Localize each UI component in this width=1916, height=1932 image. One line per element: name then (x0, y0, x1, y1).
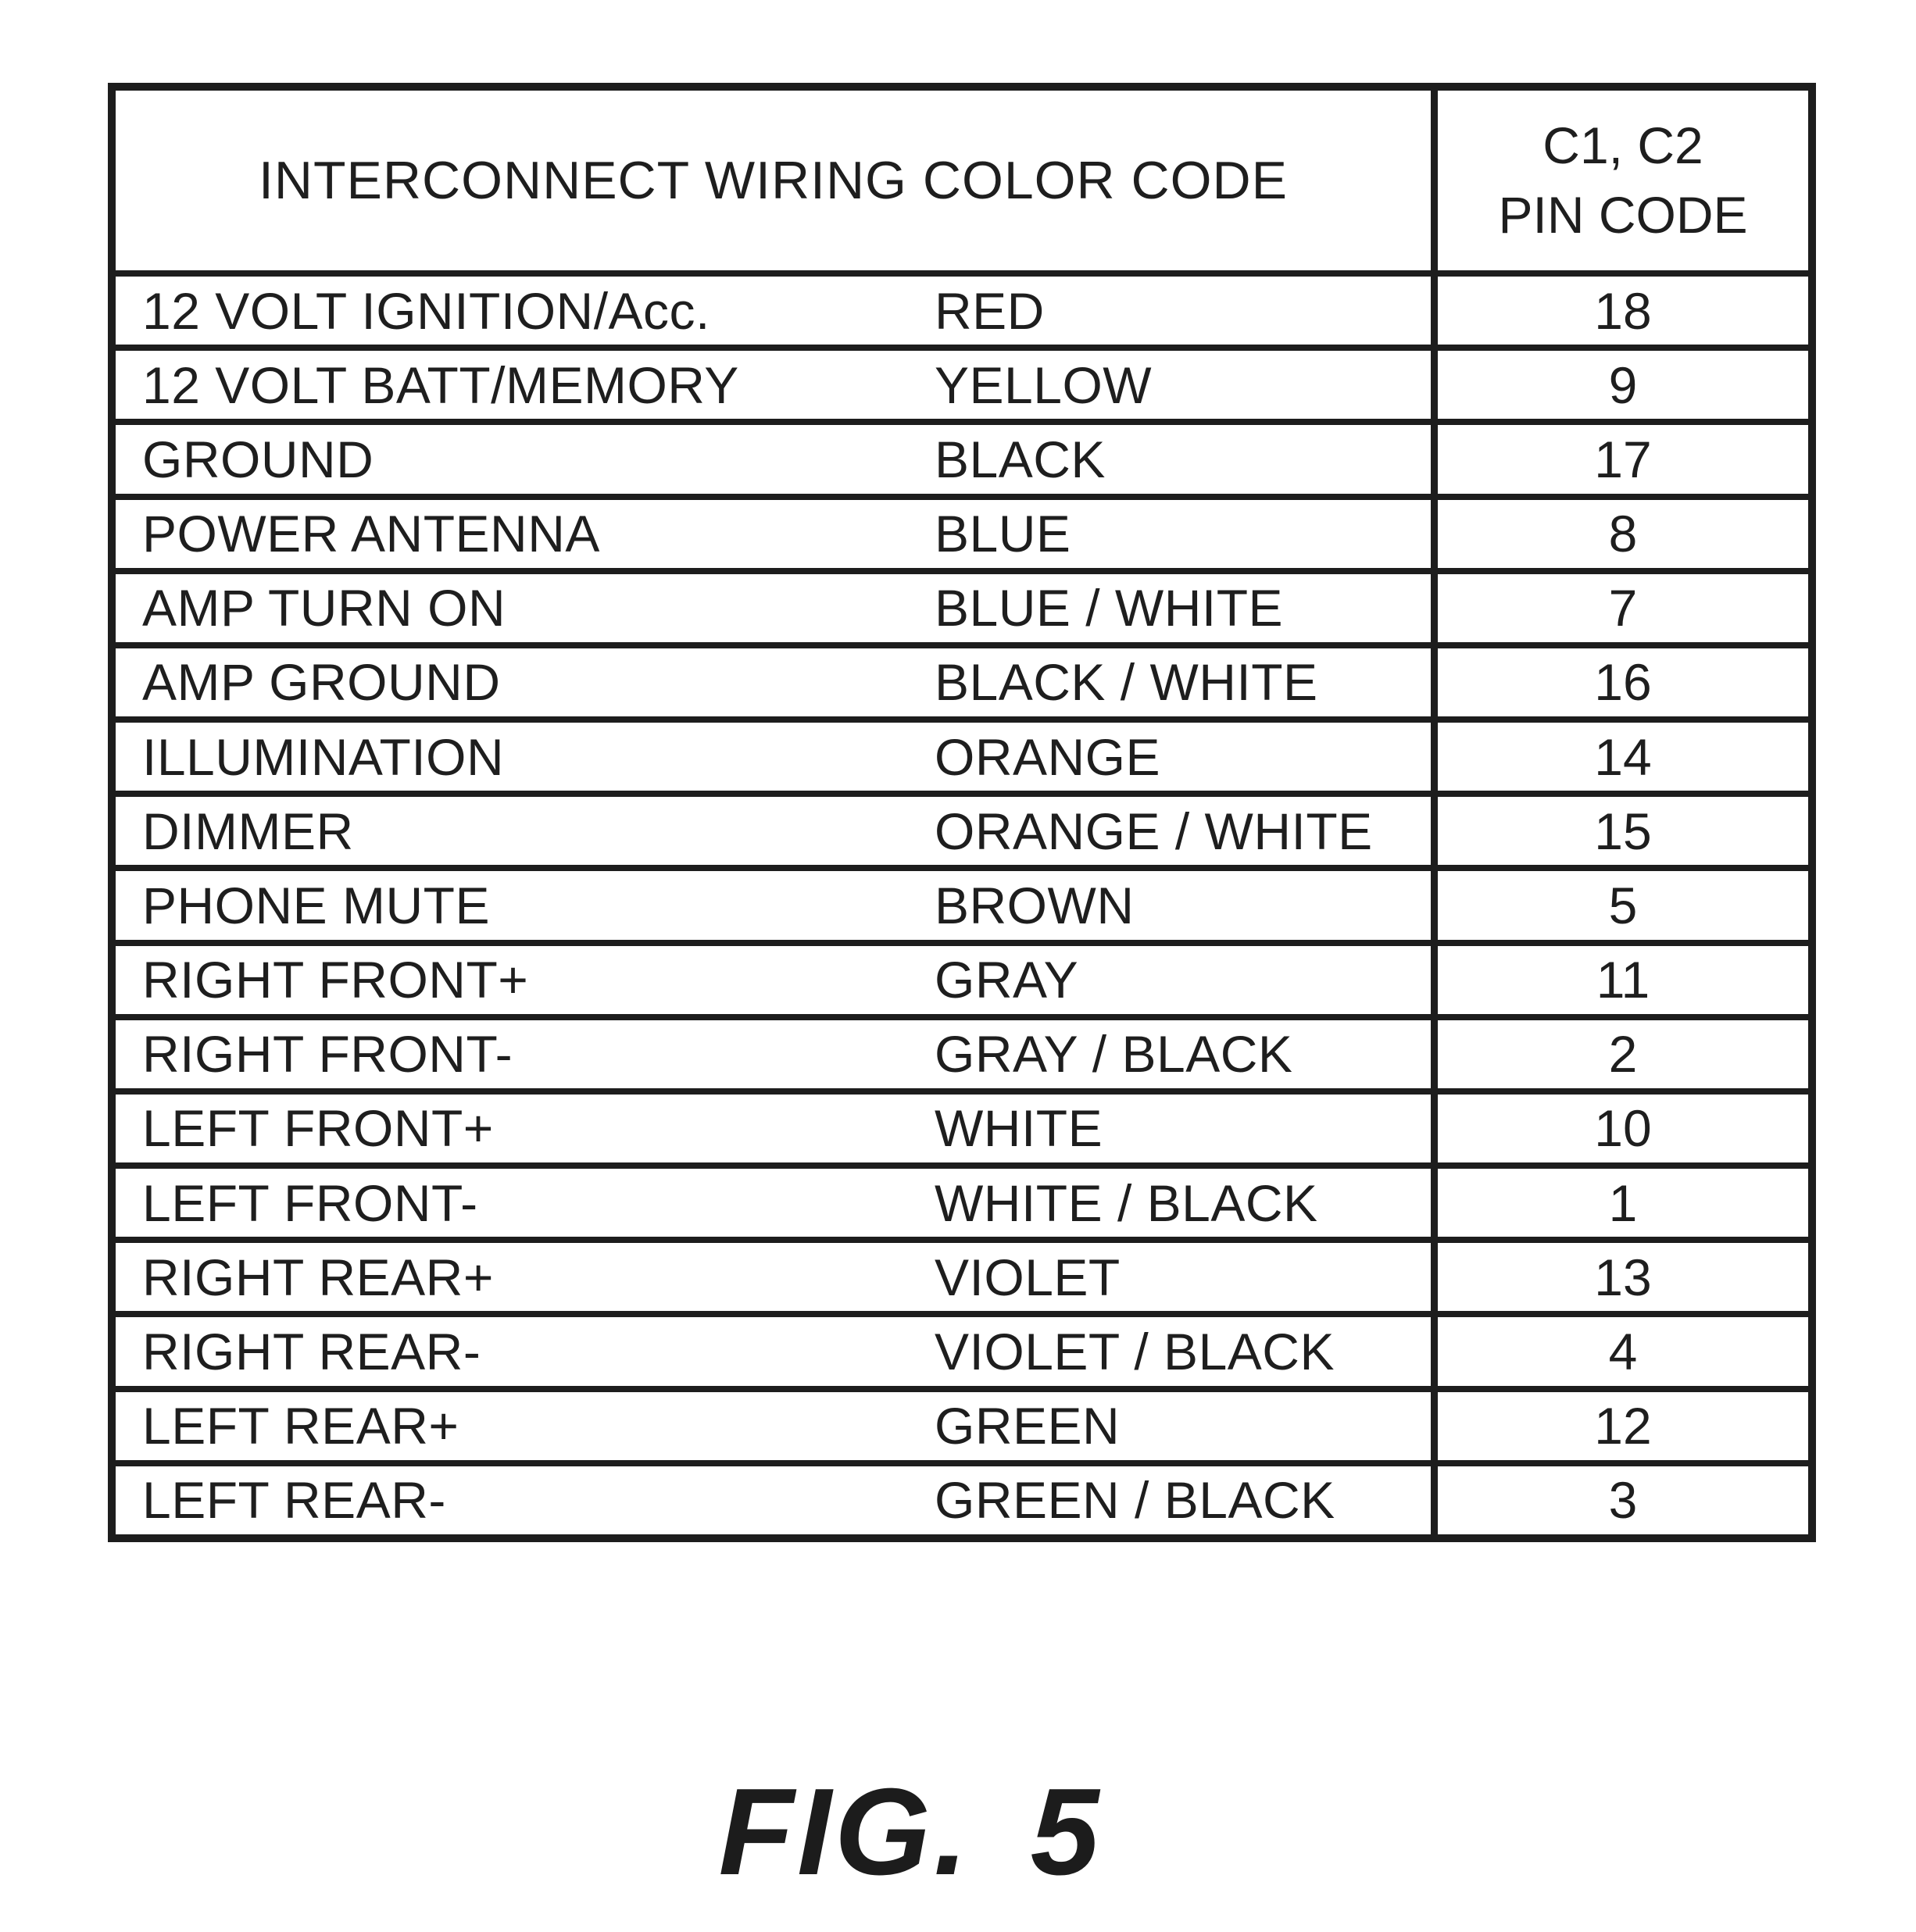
pin-number: 15 (1594, 802, 1652, 860)
pin-number: 18 (1594, 281, 1652, 340)
signal-color-cell (116, 946, 1438, 1014)
pin-number: 13 (1594, 1248, 1652, 1306)
pin-code-header-line1: C1, C2 (1542, 116, 1703, 174)
table-row (116, 494, 1808, 568)
table-row (116, 568, 1808, 642)
table-row (116, 1460, 1808, 1534)
wiring-color-code-table (108, 83, 1816, 1542)
signal-label: AMP TURN ON (142, 579, 506, 637)
signal-color-cell (116, 723, 1438, 791)
wire-color: VIOLET (935, 1248, 1121, 1306)
signal-label: ILLUMINATION (142, 727, 505, 786)
wire-color: BLACK (935, 430, 1106, 488)
signal-color-cell (116, 425, 1438, 493)
table-row (116, 1311, 1808, 1385)
signal-label: 12 VOLT BATT/MEMORY (142, 355, 739, 414)
pin-number: 10 (1594, 1099, 1652, 1158)
signal-label: RIGHT FRONT- (142, 1025, 513, 1084)
signal-color-cell (116, 871, 1438, 939)
table-row (116, 716, 1808, 791)
signal-color-cell (116, 574, 1438, 642)
wire-color: BLUE / WHITE (935, 579, 1284, 637)
wire-color: ORANGE / WHITE (935, 802, 1373, 860)
table-row (116, 270, 1808, 345)
signal-color-cell (116, 1169, 1438, 1237)
signal-label: DIMMER (142, 802, 354, 860)
wire-color: GREEN / BLACK (935, 1471, 1335, 1530)
signal-label: LEFT FRONT- (142, 1173, 478, 1232)
wire-color: ORANGE (935, 727, 1161, 786)
signal-label: RIGHT REAR- (142, 1322, 481, 1380)
wire-color: BROWN (935, 876, 1135, 934)
pin-code-header (1438, 91, 1808, 270)
signal-label: LEFT REAR+ (142, 1397, 459, 1455)
pin-number: 16 (1594, 653, 1652, 712)
pin-number: 7 (1608, 579, 1638, 637)
signal-color-cell (116, 797, 1438, 865)
signal-color-cell (116, 1466, 1438, 1534)
signal-color-cell (116, 351, 1438, 419)
pin-code-header-line2: PIN CODE (1498, 186, 1748, 244)
pin-number: 4 (1608, 1322, 1638, 1380)
table-row (116, 940, 1808, 1014)
pin-number: 8 (1608, 505, 1638, 563)
pin-number: 9 (1608, 355, 1638, 414)
table-row (116, 865, 1808, 939)
table-row (116, 1386, 1808, 1460)
signal-label: LEFT FRONT+ (142, 1099, 494, 1158)
signal-label: LEFT REAR- (142, 1471, 446, 1530)
wire-color: GREEN (935, 1397, 1121, 1455)
signal-color-cell (116, 1243, 1438, 1311)
table-row (116, 1162, 1808, 1237)
signal-label: RIGHT FRONT+ (142, 951, 529, 1009)
wire-color: VIOLET / BLACK (935, 1322, 1335, 1380)
wire-color: RED (935, 281, 1045, 340)
pin-number: 12 (1594, 1397, 1652, 1455)
signal-color-cell (116, 277, 1438, 345)
table-row (116, 1237, 1808, 1311)
signal-color-cell (116, 1392, 1438, 1460)
pin-number: 1 (1608, 1173, 1638, 1232)
signal-label: RIGHT REAR+ (142, 1248, 494, 1306)
pin-number: 3 (1608, 1471, 1638, 1530)
table-row (116, 419, 1808, 493)
table-title: INTERCONNECT WIRING COLOR CODE (116, 91, 1438, 270)
table-row (116, 1014, 1808, 1088)
signal-label: POWER ANTENNA (142, 505, 600, 563)
signal-color-cell (116, 648, 1438, 716)
wire-color: BLACK / WHITE (935, 653, 1318, 712)
signal-color-cell (116, 1095, 1438, 1162)
table-row (116, 642, 1808, 716)
signal-label: PHONE MUTE (142, 876, 491, 934)
wire-color: GRAY / BLACK (935, 1025, 1293, 1084)
wire-color: YELLOW (935, 355, 1153, 414)
table-header-row (116, 91, 1808, 270)
table-row (116, 1088, 1808, 1162)
table-row (116, 345, 1808, 419)
wire-color: GRAY (935, 951, 1079, 1009)
signal-color-cell (116, 1317, 1438, 1385)
signal-color-cell (116, 500, 1438, 568)
wire-color: WHITE (935, 1099, 1103, 1158)
signal-label: AMP GROUND (142, 653, 501, 712)
wire-color: WHITE / BLACK (935, 1173, 1318, 1232)
figure-caption: FIG. 5 (718, 1763, 1103, 1901)
pin-number: 5 (1608, 876, 1638, 934)
signal-label: 12 VOLT IGNITION/Acc. (142, 281, 710, 340)
pin-number: 2 (1608, 1025, 1638, 1084)
table-row (116, 791, 1808, 865)
wire-color: BLUE (935, 505, 1071, 563)
pin-number: 17 (1594, 430, 1652, 488)
pin-number: 14 (1594, 727, 1652, 786)
pin-number: 11 (1596, 951, 1650, 1009)
signal-color-cell (116, 1020, 1438, 1088)
signal-label: GROUND (142, 430, 374, 488)
